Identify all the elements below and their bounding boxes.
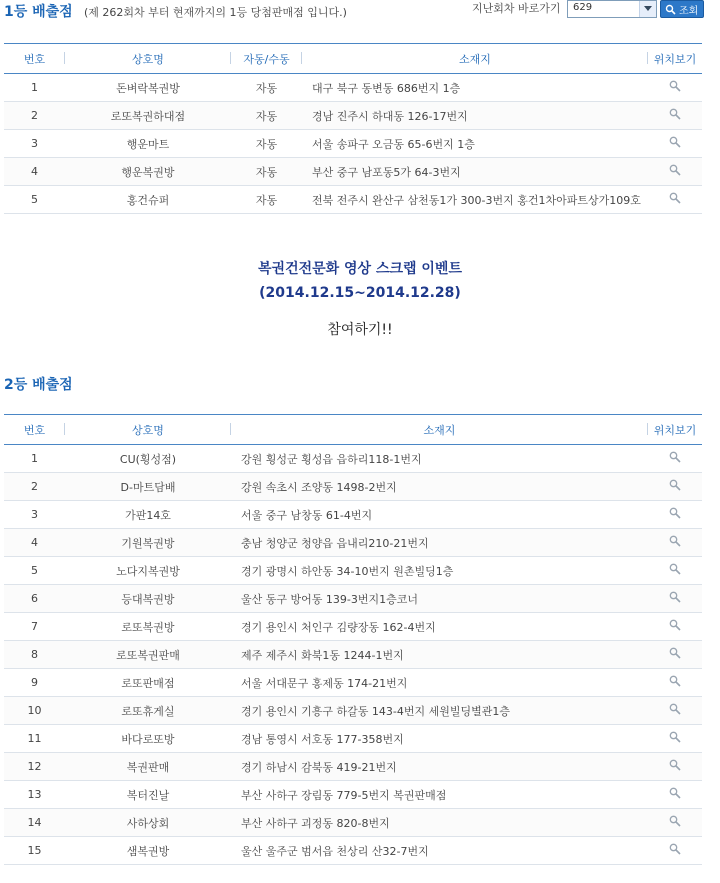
magnifier-icon[interactable] xyxy=(669,481,681,494)
magnifier-icon[interactable] xyxy=(669,845,681,858)
magnifier-icon[interactable] xyxy=(669,166,681,179)
cell-number: 11 xyxy=(4,725,65,753)
table-row xyxy=(4,669,702,697)
cell-number: 12 xyxy=(4,753,65,781)
magnifier-icon[interactable] xyxy=(669,537,681,550)
magnifier-icon[interactable] xyxy=(669,621,681,634)
cell-name: CU(횡성점) xyxy=(65,445,231,473)
cell-number: 7 xyxy=(4,613,65,641)
cell-name: 기원복권방 xyxy=(65,529,231,557)
table-row xyxy=(4,613,702,641)
table-row xyxy=(4,74,702,102)
table-header-row xyxy=(4,415,702,445)
table-row xyxy=(4,529,702,557)
first-prize-title: 1등 배출점 xyxy=(4,4,73,20)
location-view-button[interactable] xyxy=(648,809,702,837)
event-title[interactable]: 복권건전문화 영상 스크랩 이벤트 xyxy=(258,261,462,277)
cell-name: 노다지복권방 xyxy=(65,557,231,585)
cell-name: 사하상회 xyxy=(65,809,231,837)
cell-number: 4 xyxy=(4,158,65,186)
col-header-name: 상호명 xyxy=(65,44,231,74)
cell-address: 경기 용인시 기흥구 하갈동 143-4번지 세원빌딩별관1층 xyxy=(231,697,648,725)
cell-number: 1 xyxy=(4,74,65,102)
cell-number: 5 xyxy=(4,186,65,214)
table-row xyxy=(4,557,702,585)
cell-name: 가판14호 xyxy=(65,501,231,529)
table-header-row xyxy=(4,44,702,74)
table-row xyxy=(4,809,702,837)
magnifier-icon[interactable] xyxy=(669,110,681,123)
location-view-button[interactable] xyxy=(648,837,702,865)
cell-address: 제주 제주시 화북1동 1244-1번지 xyxy=(231,641,648,669)
col-header-name: 상호명 xyxy=(65,415,231,445)
magnifier-icon[interactable] xyxy=(669,509,681,522)
location-view-button[interactable] xyxy=(648,186,702,214)
location-view-button[interactable] xyxy=(648,641,702,669)
location-view-button[interactable] xyxy=(648,613,702,641)
location-view-button[interactable] xyxy=(648,669,702,697)
cell-address: 경기 용인시 처인구 김량장동 162-4번지 xyxy=(231,613,648,641)
goto-round-label: 지난회차 바로가기 xyxy=(472,2,561,15)
cell-address: 경기 광명시 하안동 34-10번지 원촌빌딩1층 xyxy=(231,557,648,585)
cell-address: 부산 사하구 장림동 779-5번지 복권판매점 xyxy=(231,781,648,809)
cell-number: 15 xyxy=(4,837,65,865)
col-header-location: 위치보기 xyxy=(648,415,702,445)
round-select-value: 629 xyxy=(573,2,593,13)
cell-address: 경기 하남시 감북동 419-21번지 xyxy=(231,753,648,781)
cell-type: 자동 xyxy=(231,74,302,102)
cell-address: 강원 속초시 조양동 1498-2번지 xyxy=(231,473,648,501)
cell-address: 울산 울주군 범서읍 천상리 산32-7번지 xyxy=(231,837,648,865)
cell-name: 샘복권방 xyxy=(65,837,231,865)
cell-number: 6 xyxy=(4,585,65,613)
cell-address: 부산 사하구 괴정동 820-8번지 xyxy=(231,809,648,837)
cell-name: 행운복권방 xyxy=(65,158,231,186)
round-select[interactable] xyxy=(567,0,657,18)
col-header-number: 번호 xyxy=(4,415,65,445)
col-header-location: 위치보기 xyxy=(648,44,702,74)
cell-number: 9 xyxy=(4,669,65,697)
cell-address: 전북 전주시 완산구 삼천동1가 300-3번지 홍건1차아파트상가109호 xyxy=(302,186,648,214)
col-header-address: 소재지 xyxy=(302,44,648,74)
cell-number: 10 xyxy=(4,697,65,725)
magnifier-icon[interactable] xyxy=(669,82,681,95)
magnifier-icon[interactable] xyxy=(669,649,681,662)
top-bar xyxy=(0,0,720,22)
magnifier-icon[interactable] xyxy=(669,565,681,578)
event-date: (2014.12.15~2014.12.28) xyxy=(259,285,461,301)
table-row xyxy=(4,837,702,865)
first-prize-table xyxy=(4,43,702,214)
col-header-address: 소재지 xyxy=(231,415,648,445)
search-icon xyxy=(665,4,676,15)
cell-name: 로또휴게실 xyxy=(65,697,231,725)
cell-number: 2 xyxy=(4,473,65,501)
location-view-button[interactable] xyxy=(648,74,702,102)
cell-address: 서울 송파구 오금동 65-6번지 1층 xyxy=(302,130,648,158)
location-view-button[interactable] xyxy=(648,445,702,473)
cell-address: 부산 중구 남포동5가 64-3번지 xyxy=(302,158,648,186)
cell-address: 울산 동구 방어동 139-3번지1층코너 xyxy=(231,585,648,613)
cell-name: 복터진날 xyxy=(65,781,231,809)
magnifier-icon[interactable] xyxy=(669,138,681,151)
cell-address: 경남 통영시 서호동 177-358번지 xyxy=(231,725,648,753)
search-button[interactable] xyxy=(660,0,704,18)
table-row xyxy=(4,697,702,725)
table-row xyxy=(4,501,702,529)
location-view-button[interactable] xyxy=(648,158,702,186)
location-view-button[interactable] xyxy=(648,781,702,809)
cell-type: 자동 xyxy=(231,186,302,214)
col-header-type: 자동/수동 xyxy=(231,44,302,74)
search-button-label: 조회 xyxy=(679,6,699,17)
cell-number: 8 xyxy=(4,641,65,669)
location-view-button[interactable] xyxy=(648,501,702,529)
cell-number: 4 xyxy=(4,529,65,557)
cell-number: 5 xyxy=(4,557,65,585)
cell-number: 14 xyxy=(4,809,65,837)
cell-type: 자동 xyxy=(231,102,302,130)
magnifier-icon[interactable] xyxy=(669,677,681,690)
cell-name: 홍건슈퍼 xyxy=(65,186,231,214)
cell-address: 서울 서대문구 홍제동 174-21번지 xyxy=(231,669,648,697)
magnifier-icon[interactable] xyxy=(669,789,681,802)
second-prize-table xyxy=(4,414,702,865)
cell-name: 등대복권방 xyxy=(65,585,231,613)
cell-address: 서울 중구 남창동 61-4번지 xyxy=(231,501,648,529)
magnifier-icon[interactable] xyxy=(669,705,681,718)
cell-number: 1 xyxy=(4,445,65,473)
cell-name: 바다로또방 xyxy=(65,725,231,753)
second-prize-title: 2등 배출점 xyxy=(4,377,73,393)
magnifier-icon[interactable] xyxy=(669,453,681,466)
magnifier-icon[interactable] xyxy=(669,761,681,774)
first-prize-description: (제 262회차 부터 현재까지의 1등 당첨판매점 입니다.) xyxy=(84,6,347,19)
col-header-number: 번호 xyxy=(4,44,65,74)
table-row xyxy=(4,753,702,781)
cell-name: 로또복권판매 xyxy=(65,641,231,669)
cell-address: 충남 청양군 청양읍 읍내리210-21번지 xyxy=(231,529,648,557)
cell-address: 대구 북구 동변동 686번지 1층 xyxy=(302,74,648,102)
cell-name: 로또복권하대점 xyxy=(65,102,231,130)
cell-name: D-마트담배 xyxy=(65,473,231,501)
cell-name: 돈벼락복권방 xyxy=(65,74,231,102)
location-view-button[interactable] xyxy=(648,102,702,130)
table-row xyxy=(4,641,702,669)
location-view-button[interactable] xyxy=(648,725,702,753)
event-join-link[interactable]: 참여하기!! xyxy=(327,322,393,338)
table-row xyxy=(4,186,702,214)
location-view-button[interactable] xyxy=(648,130,702,158)
location-view-button[interactable] xyxy=(648,557,702,585)
cell-address: 강원 횡성군 횡성읍 읍하리118-1번지 xyxy=(231,445,648,473)
cell-type: 자동 xyxy=(231,158,302,186)
location-view-button[interactable] xyxy=(648,753,702,781)
table-row xyxy=(4,585,702,613)
cell-number: 2 xyxy=(4,102,65,130)
table-row xyxy=(4,473,702,501)
cell-name: 로또복권방 xyxy=(65,613,231,641)
cell-address: 경남 진주시 하대동 126-17번지 xyxy=(302,102,648,130)
magnifier-icon[interactable] xyxy=(669,733,681,746)
location-view-button[interactable] xyxy=(648,697,702,725)
table-row xyxy=(4,130,702,158)
table-row xyxy=(4,725,702,753)
cell-number: 3 xyxy=(4,501,65,529)
table-row xyxy=(4,445,702,473)
cell-name: 행운마트 xyxy=(65,130,231,158)
magnifier-icon[interactable] xyxy=(669,817,681,830)
magnifier-icon[interactable] xyxy=(669,593,681,606)
cell-number: 3 xyxy=(4,130,65,158)
table-row xyxy=(4,158,702,186)
location-view-button[interactable] xyxy=(648,529,702,557)
location-view-button[interactable] xyxy=(648,585,702,613)
table-row xyxy=(4,781,702,809)
location-view-button[interactable] xyxy=(648,473,702,501)
cell-name: 로또판매점 xyxy=(65,669,231,697)
cell-number: 13 xyxy=(4,781,65,809)
chevron-down-icon[interactable] xyxy=(639,1,656,17)
table-row xyxy=(4,102,702,130)
cell-name: 복권판매 xyxy=(65,753,231,781)
cell-type: 자동 xyxy=(231,130,302,158)
magnifier-icon[interactable] xyxy=(669,194,681,207)
